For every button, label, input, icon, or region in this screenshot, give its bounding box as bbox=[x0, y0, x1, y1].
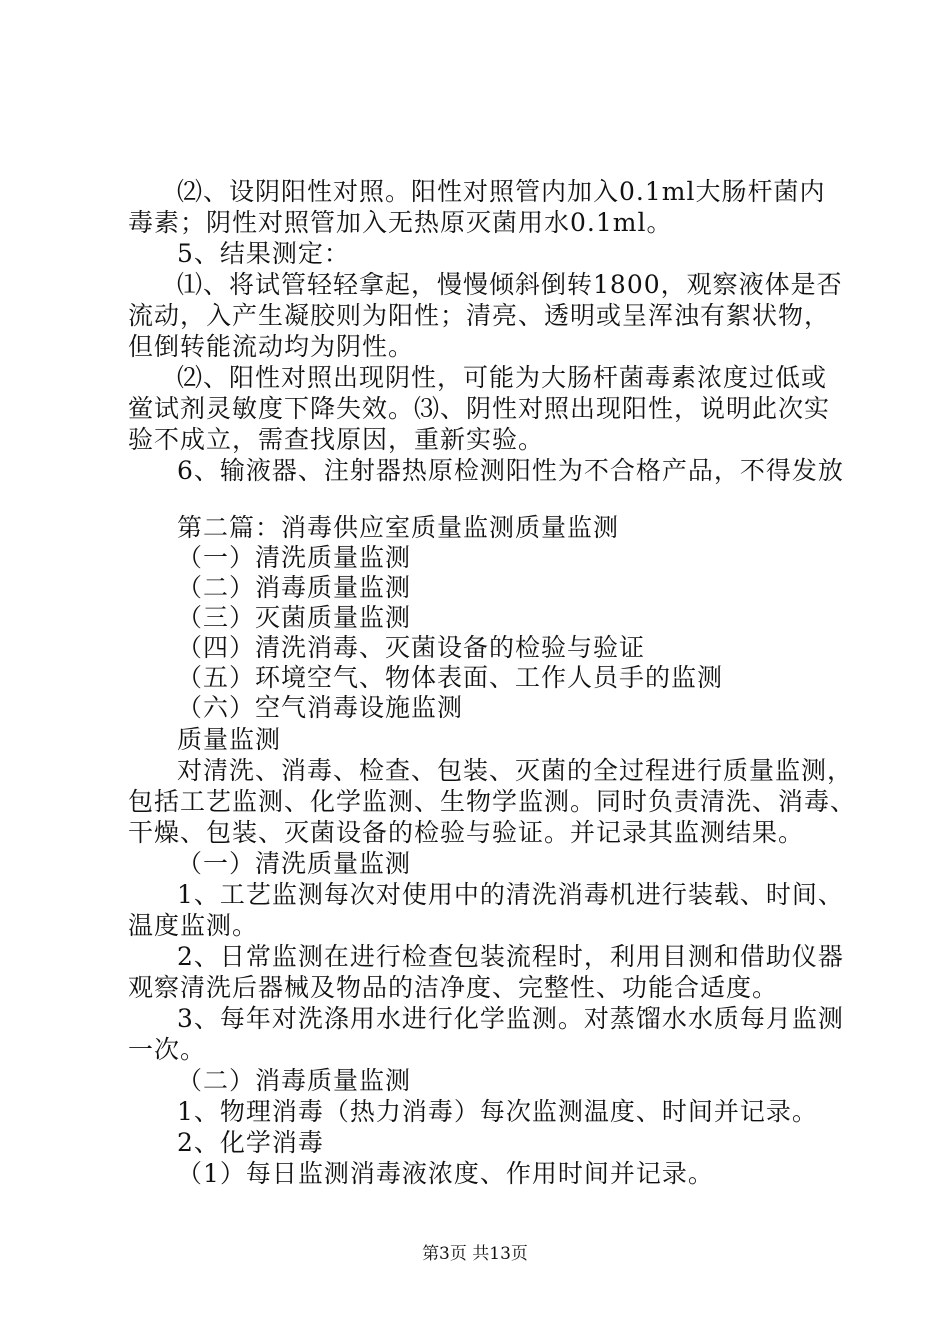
subsection-heading: （一）清洗质量监测 bbox=[177, 849, 412, 878]
paragraph-line: 但倒转能流动均为阴性。 bbox=[128, 332, 415, 361]
paragraph-line: 流动，入产生凝胶则为阳性；清亮、透明或呈浑浊有絮状物， bbox=[128, 301, 831, 330]
paragraph-line: 鲎试剂灵敏度下降失效。⑶、阴性对照出现阳性，说明此次实 bbox=[128, 394, 831, 423]
section-title: 第二篇：消毒供应室质量监测质量监测 bbox=[177, 513, 620, 542]
paragraph-line: 对清洗、消毒、检查、包装、灭菌的全过程进行质量监测， bbox=[177, 756, 854, 785]
outline-item: （五）环境空气、物体表面、工作人员手的监测 bbox=[177, 663, 724, 692]
paragraph-line: 干燥、包装、灭菌设备的检验与验证。并记录其监测结果。 bbox=[128, 818, 805, 847]
paragraph-line: 一次。 bbox=[128, 1035, 207, 1064]
paragraph-line: 2、化学消毒 bbox=[177, 1128, 324, 1157]
paragraph-line: 3、每年对洗涤用水进行化学监测。对蒸馏水水质每月监测 bbox=[177, 1004, 844, 1033]
paragraph-line: 包括工艺监测、化学监测、生物学监测。同时负责清洗、消毒、 bbox=[128, 787, 857, 816]
outline-item: （三）灭菌质量监测 bbox=[177, 603, 412, 632]
paragraph-line: 6、输液器、注射器热原检测阳性为不合格产品，不得发放 bbox=[177, 456, 844, 485]
paragraph-line: ⑴、将试管轻轻拿起，慢慢倾斜倒转1800，观察液体是否 bbox=[177, 270, 843, 299]
paragraph-line: （1）每日监测消毒液浓度、作用时间并记录。 bbox=[177, 1159, 714, 1188]
outline-item: （六）空气消毒设施监测 bbox=[177, 693, 464, 722]
paragraph-line: 2、日常监测在进行检查包装流程时，利用目测和借助仪器 bbox=[177, 942, 844, 971]
subsection-heading: 质量监测 bbox=[177, 725, 282, 754]
paragraph-line: 验不成立，需查找原因，重新实验。 bbox=[128, 425, 545, 454]
paragraph-line: 毒素；阴性对照管加入无热原灭菌用水0.1ml。 bbox=[128, 208, 673, 237]
paragraph-line: 1、工艺监测每次对使用中的清洗消毒机进行装载、时间、 bbox=[177, 880, 844, 909]
paragraph-line: ⑵、设阴阳性对照。阳性对照管内加入0.1ml大肠杆菌内 bbox=[177, 177, 826, 206]
paragraph-line: 1、物理消毒（热力消毒）每次监测温度、时间并记录。 bbox=[177, 1097, 818, 1126]
page-number-footer: 第3页 共13页 bbox=[422, 1244, 528, 1264]
outline-item: （四）清洗消毒、灭菌设备的检验与验证 bbox=[177, 633, 646, 662]
outline-item: （二）消毒质量监测 bbox=[177, 573, 412, 602]
paragraph-line: 温度监测。 bbox=[128, 911, 259, 940]
paragraph-line: ⑵、阳性对照出现阴性，可能为大肠杆菌毒素浓度过低或 bbox=[177, 363, 828, 392]
subsection-heading: （二）消毒质量监测 bbox=[177, 1066, 412, 1095]
outline-item: （一）清洗质量监测 bbox=[177, 543, 412, 572]
paragraph-line: 观察清洗后器械及物品的洁净度、完整性、功能合适度。 bbox=[128, 973, 779, 1002]
paragraph-line: 5、结果测定： bbox=[177, 239, 350, 268]
